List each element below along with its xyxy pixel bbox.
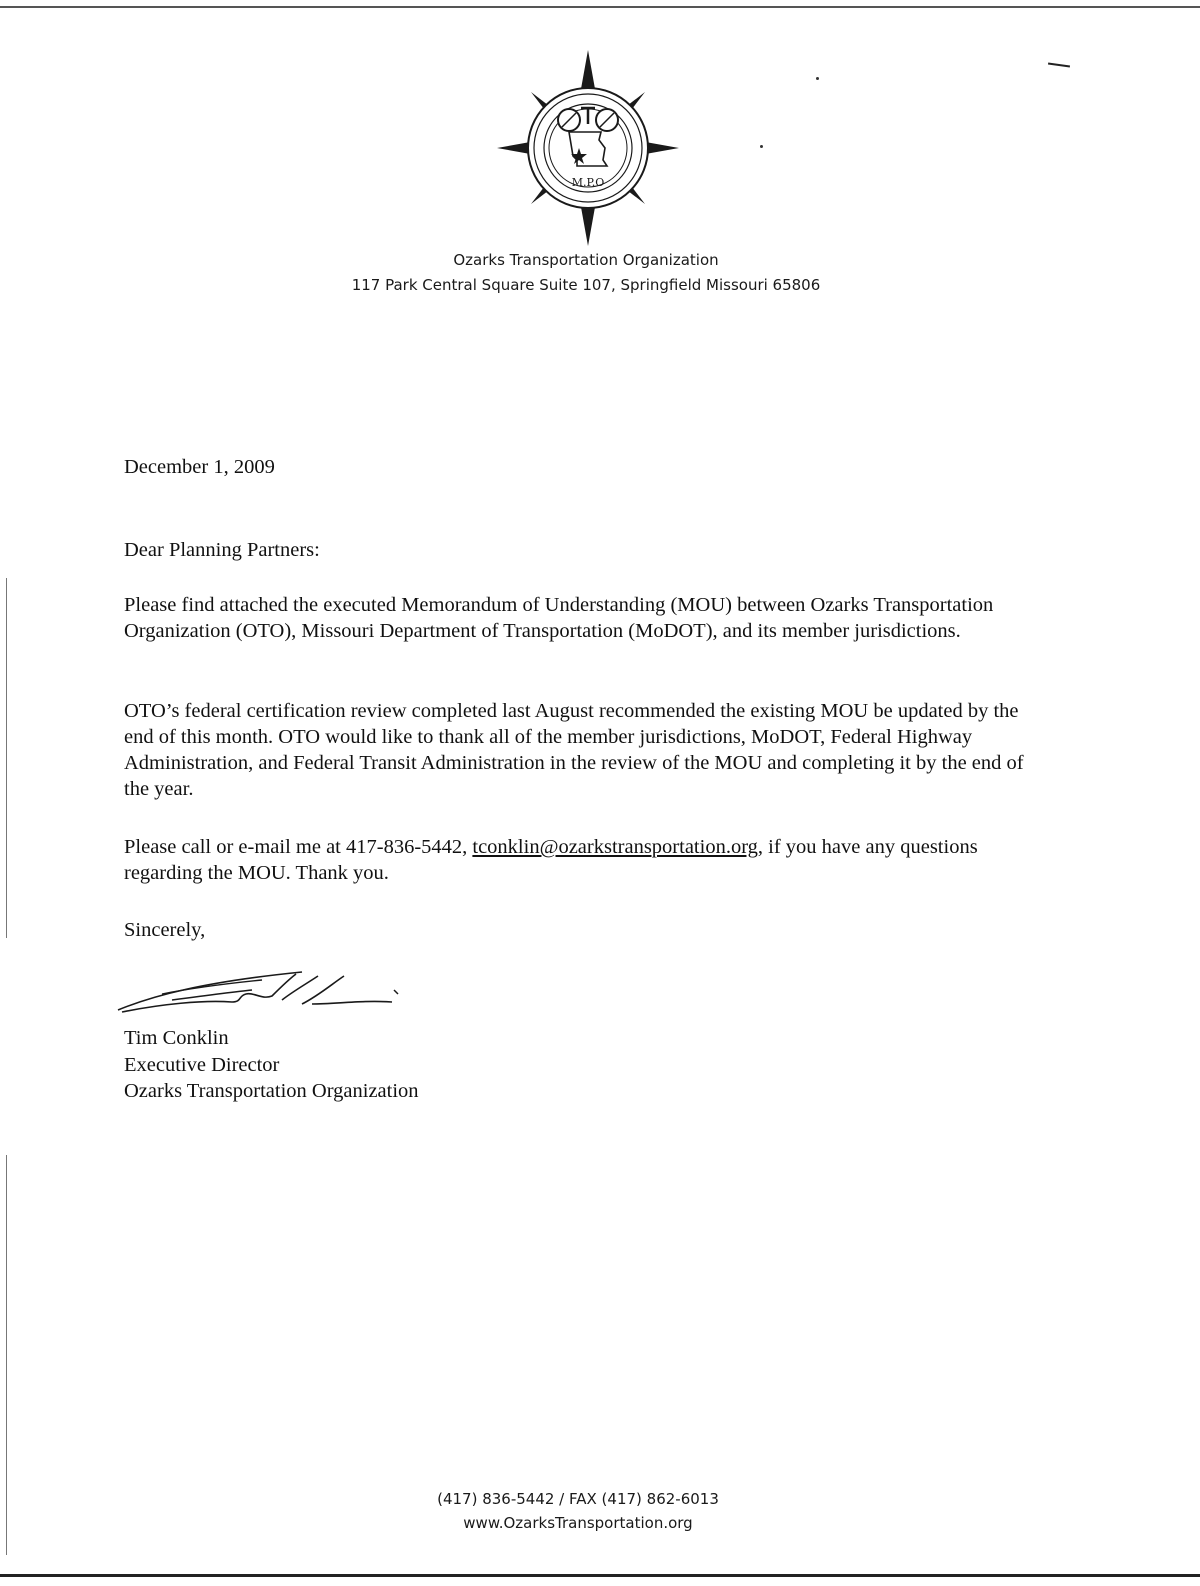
signer-name: Tim Conklin: [124, 1027, 229, 1049]
scan-dot: [760, 145, 763, 148]
scan-dot: [816, 77, 819, 80]
scan-dash-mark: [1048, 62, 1070, 67]
svg-text:M.P.O: M.P.O: [571, 176, 605, 189]
letter-paragraph-3: [124, 834, 1044, 886]
letter-paragraph-2: OTO’s federal certification review completed last August recommended the existing MOU be updated by the end of this month. OTO would like to thank all of the member jurisdictions, MoDOT, Federal Highway Administration, and Federal Transit Administration in the review of the MOU and completing it by the end of the year.: [124, 700, 1024, 800]
compass-rose-missouri-seal-icon: [495, 48, 681, 248]
scan-edge-top: [0, 6, 1200, 8]
footer-phone-fax: (417) 836-5442 / FAX (417) 862-6013: [437, 1490, 719, 1508]
letterhead-address: 117 Park Central Square Suite 107, Springfield Missouri 65806: [351, 276, 821, 294]
footer-website[interactable]: www.OzarksTransportation.org: [463, 1514, 693, 1532]
letter-paragraph-1: Please find attached the executed Memorandum of Understanding (MOU) between Ozarks Transportation Organization (OTO), Missouri Department of Transportation (MoDOT), and its member jurisdictions.: [124, 594, 994, 642]
signer-title: Executive Director: [124, 1053, 280, 1076]
letter-closing: Sincerely,: [124, 919, 206, 941]
handwritten-signature: [112, 960, 412, 1030]
paragraph-3-text-start: Please call or e-mail me at 417-836-5442,: [124, 836, 473, 858]
paragraph-3-text-end: , if you have any questions regarding the MOU. Thank you.: [124, 836, 978, 884]
letter-date: December 1, 2009: [124, 456, 275, 478]
letterhead-org-name: Ozarks Transportation Organization: [453, 251, 719, 269]
signer-block: [124, 1025, 419, 1105]
signer-organization: Ozarks Transportation Organization: [124, 1080, 419, 1102]
letter-salutation: Dear Planning Partners:: [124, 539, 320, 561]
email-link[interactable]: tconklin@ozarkstransportation.org: [472, 836, 758, 858]
scan-edge-bottom: [0, 1574, 1200, 1577]
scan-margin-mark: [6, 578, 7, 938]
